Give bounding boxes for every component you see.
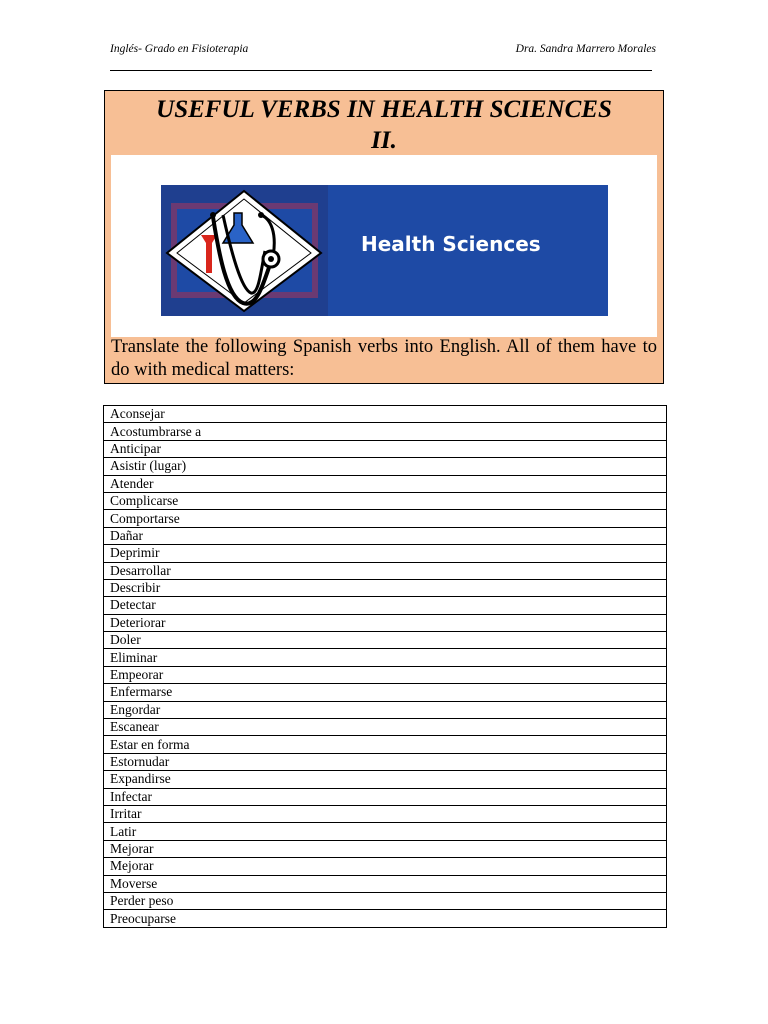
table-row bbox=[104, 406, 667, 423]
table-row bbox=[104, 736, 667, 753]
verb-cell: Irritar bbox=[104, 805, 667, 822]
table-row bbox=[104, 423, 667, 440]
table-row bbox=[104, 788, 667, 805]
table-row bbox=[104, 527, 667, 544]
verb-cell: Engordar bbox=[104, 701, 667, 718]
table-row bbox=[104, 666, 667, 683]
table-row bbox=[104, 823, 667, 840]
instructions-text: Translate the following Spanish verbs into English. All of them have to do with medical matters: bbox=[111, 337, 657, 380]
table-row bbox=[104, 858, 667, 875]
table-row bbox=[104, 475, 667, 492]
table-row bbox=[104, 753, 667, 770]
page-header bbox=[110, 43, 656, 57]
caduceus-stethoscope-flask-logo-icon bbox=[161, 185, 328, 316]
table-row bbox=[104, 562, 667, 579]
verb-cell: Latir bbox=[104, 823, 667, 840]
verbs-table bbox=[103, 405, 667, 928]
table-row bbox=[104, 492, 667, 509]
verb-cell: Preocuparse bbox=[104, 910, 667, 927]
page-title-line-1: USEFUL VERBS IN HEALTH SCIENCES bbox=[156, 96, 612, 123]
verb-cell: Acostumbrarse a bbox=[104, 423, 667, 440]
verb-cell: Perder peso bbox=[104, 892, 667, 909]
verb-cell: Escanear bbox=[104, 719, 667, 736]
verb-cell: Moverse bbox=[104, 875, 667, 892]
table-row bbox=[104, 632, 667, 649]
verb-cell: Estar en forma bbox=[104, 736, 667, 753]
verb-cell: Estornudar bbox=[104, 753, 667, 770]
author-name: Dra. Sandra Marrero Morales bbox=[515, 43, 656, 55]
table-row bbox=[104, 719, 667, 736]
verb-cell: Complicarse bbox=[104, 492, 667, 509]
verb-cell: Detectar bbox=[104, 597, 667, 614]
verb-cell: Anticipar bbox=[104, 440, 667, 457]
verb-cell: Mejorar bbox=[104, 840, 667, 857]
banner-area bbox=[111, 155, 657, 337]
verb-cell: Describir bbox=[104, 579, 667, 596]
verb-cell: Infectar bbox=[104, 788, 667, 805]
verb-cell: Enfermarse bbox=[104, 684, 667, 701]
table-row bbox=[104, 771, 667, 788]
table-row bbox=[104, 875, 667, 892]
verb-cell: Expandirse bbox=[104, 771, 667, 788]
title-panel bbox=[104, 90, 664, 384]
table-row bbox=[104, 684, 667, 701]
banner-text: Health Sciences bbox=[361, 232, 541, 256]
table-row bbox=[104, 597, 667, 614]
header-rule bbox=[110, 70, 652, 71]
table-row bbox=[104, 614, 667, 631]
table-row bbox=[104, 910, 667, 927]
table-row bbox=[104, 701, 667, 718]
verb-cell: Empeorar bbox=[104, 666, 667, 683]
table-row bbox=[104, 649, 667, 666]
table-row bbox=[104, 510, 667, 527]
verb-cell: Aconsejar bbox=[104, 406, 667, 423]
verb-cell: Eliminar bbox=[104, 649, 667, 666]
table-row bbox=[104, 440, 667, 457]
verb-cell: Doler bbox=[104, 632, 667, 649]
table-row bbox=[104, 458, 667, 475]
verb-cell: Deteriorar bbox=[104, 614, 667, 631]
verb-cell: Dañar bbox=[104, 527, 667, 544]
health-sciences-banner bbox=[161, 185, 608, 316]
verb-cell: Asistir (lugar) bbox=[104, 458, 667, 475]
table-row bbox=[104, 840, 667, 857]
page-title bbox=[105, 94, 663, 156]
table-row bbox=[104, 579, 667, 596]
verb-cell: Atender bbox=[104, 475, 667, 492]
banner-logo-panel bbox=[161, 185, 328, 316]
table-row bbox=[104, 545, 667, 562]
verb-cell: Deprimir bbox=[104, 545, 667, 562]
table-row bbox=[104, 805, 667, 822]
page-title-line-2: II. bbox=[371, 127, 397, 154]
verb-cell: Desarrollar bbox=[104, 562, 667, 579]
course-name: Inglés- Grado en Fisioterapia bbox=[110, 43, 249, 55]
verb-cell: Mejorar bbox=[104, 858, 667, 875]
table-row bbox=[104, 892, 667, 909]
verb-cell: Comportarse bbox=[104, 510, 667, 527]
